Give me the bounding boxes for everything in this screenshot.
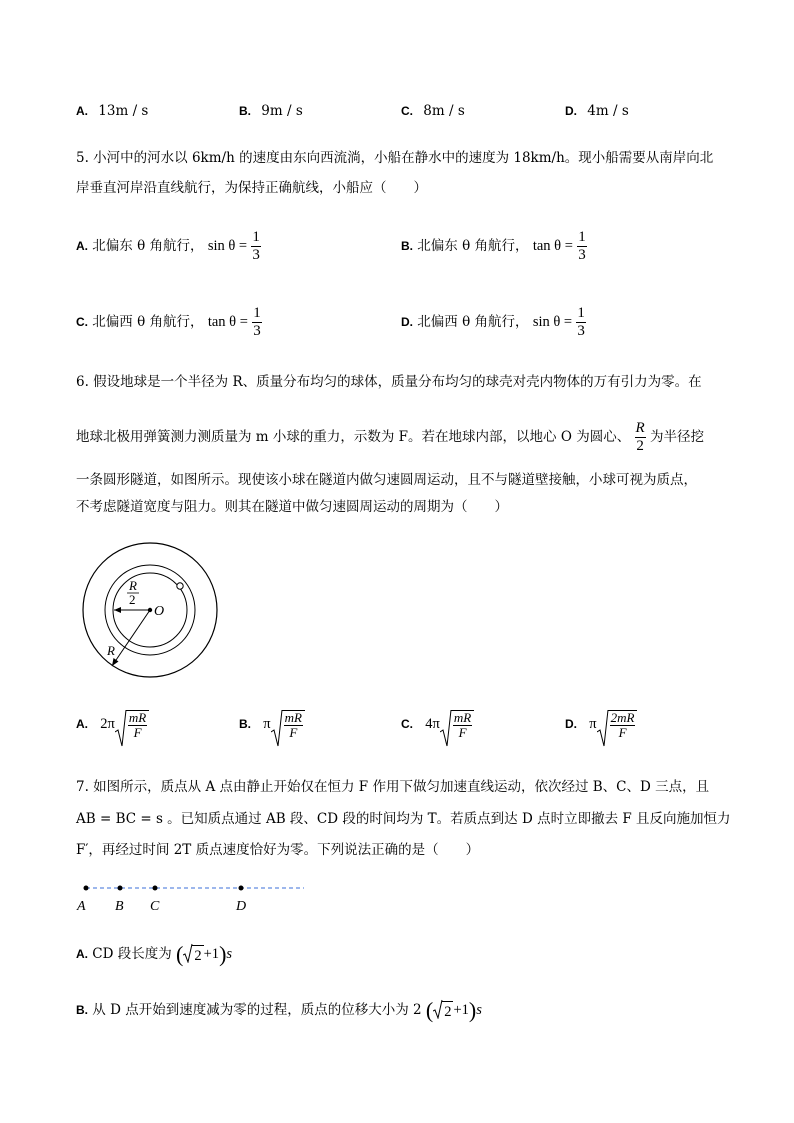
q5-option-c (76, 305, 262, 340)
q6-stem-line1: 6. 假设地球是一个半径为 R、质量分布均匀的球体，质量分布均匀的球壳对壳内物体的万有引力为零。在 (76, 374, 702, 390)
left-paren: ( (176, 941, 184, 967)
option-text: 8m / s (423, 103, 465, 119)
q4-option-c (401, 101, 465, 121)
square-root (271, 708, 305, 740)
option-text: 9m / s (261, 103, 303, 119)
numerator: 1 (252, 229, 260, 245)
label-half-radius-num: R (129, 578, 137, 593)
radical-icon (115, 708, 127, 748)
label-center-O: O (154, 604, 165, 619)
q4-option-d (565, 101, 629, 121)
option-label: D. (565, 717, 577, 731)
numerator: 1 (253, 305, 261, 321)
label-point-b: B (115, 899, 124, 914)
denominator: 3 (253, 323, 261, 339)
q4-option-a (76, 101, 148, 121)
square-root (597, 708, 638, 740)
numerator: 1 (577, 305, 585, 321)
radical-icon (440, 708, 452, 748)
q7-stem-line2: AB = BC = s 。已知质点通过 AB 段、CD 段的时间均为 T。若质点到达 D 点时立即撤去 F 且反向施加恒力 (76, 811, 731, 827)
option-label: C. (76, 315, 88, 329)
fraction (128, 711, 147, 740)
numerator: mR (284, 710, 302, 725)
option-label: B. (239, 717, 251, 731)
fraction (284, 711, 303, 740)
numerator: 1 (578, 229, 586, 245)
numerator: R (635, 420, 645, 436)
point-a-dot (84, 886, 89, 891)
q7-stem-line3: F′，再经过时间 2T 质点速度恰好为零。下列说法正确的是（ ） (76, 842, 480, 858)
option-text: CD 段长度为 (92, 946, 172, 962)
option-label: B. (401, 239, 413, 253)
denominator: F (133, 725, 142, 740)
fraction (635, 420, 646, 455)
q7-option-a (76, 943, 232, 966)
denominator: F (618, 725, 627, 740)
option-label: A. (76, 104, 88, 118)
q6-option-d (565, 708, 637, 750)
radicand: 2 (192, 945, 203, 966)
earth-tunnel-figure (74, 542, 234, 682)
radicand: 2 (442, 1001, 453, 1022)
radical-icon (183, 943, 193, 963)
label-point-c: C (150, 899, 160, 914)
square-root (183, 943, 203, 966)
q5-stem-line1: 5. 小河中的河水以 6km/h 的速度由东向西流淌，小船在静水中的速度为 18km/h。现小船需要从南岸向北 (76, 150, 714, 166)
point-b-dot (118, 886, 123, 891)
motion-line-figure (74, 876, 314, 918)
option-text: 北偏西 θ 角航行， (92, 314, 204, 330)
denominator: F (458, 725, 467, 740)
trig-expression: sin θ = (207, 238, 248, 254)
radius-arrow (112, 610, 150, 666)
expr-tail: +1 (453, 1002, 469, 1018)
option-label: A. (76, 239, 88, 253)
q5-option-a (76, 229, 261, 264)
arrowhead-icon (114, 607, 121, 613)
fraction (453, 711, 472, 740)
arrowhead-icon (112, 658, 119, 666)
q7-option-b (76, 999, 482, 1022)
right-paren: ) (468, 997, 477, 1023)
numerator: mR (453, 710, 472, 725)
point-d-dot (239, 886, 244, 891)
radical-icon (271, 708, 283, 748)
trig-expression: tan θ = (532, 238, 573, 254)
option-label: D. (565, 104, 577, 118)
fraction (252, 305, 262, 340)
q6-stem-text: 为半径挖 (649, 429, 704, 445)
denominator: 3 (577, 323, 585, 339)
label-point-a: A (77, 899, 86, 914)
q4-option-b (239, 101, 303, 121)
q6-stem-line2 (76, 420, 704, 455)
q6-stem-line3: 一条圆形隧道，如图所示。现使该小球在隧道内做匀速圆周运动，且不与隧道壁接触，小球可视为质点， (76, 472, 697, 488)
square-root (115, 708, 149, 740)
q6-stem-line4: 不考虑隧道宽度与阻力。则其在隧道中做匀速圆周运动的周期为（ ） (76, 499, 508, 515)
right-paren: ) (219, 941, 227, 967)
denominator: F (289, 725, 298, 740)
option-label: B. (76, 1003, 88, 1017)
option-label: B. (239, 104, 251, 118)
q5-option-b (401, 229, 587, 264)
numerator: 2mR (610, 710, 635, 725)
option-label: C. (401, 717, 413, 731)
option-text: 北偏东 θ 角航行， (92, 238, 204, 254)
option-label: A. (76, 717, 88, 731)
coefficient: π (589, 716, 597, 732)
q6-option-a (76, 708, 149, 750)
coefficient: 4π (425, 716, 440, 732)
option-text: 13m / s (98, 103, 149, 119)
option-label: D. (401, 315, 413, 329)
label-half-radius-den: 2 (129, 592, 136, 607)
point-c-dot (153, 886, 158, 891)
denominator: 3 (578, 247, 586, 263)
option-label: A. (76, 947, 88, 961)
denominator: 3 (252, 247, 260, 263)
coefficient: 2π (100, 716, 115, 732)
option-label: C. (401, 104, 413, 118)
ball-marker (177, 583, 183, 589)
trig-expression: tan θ = (207, 314, 248, 330)
q6-stem-text: 地球北极用弹簧测力测质量为 m 小球的重力，示数为 F。若在地球内部，以地心 O 为圆心、 (76, 429, 631, 445)
option-text: 北偏东 θ 角航行， (417, 238, 529, 254)
fraction (251, 229, 261, 264)
q7-stem-line1: 7. 如图所示，质点从 A 点由静止开始仅在恒力 F 作用下做匀加速直线运动，依次经过 B、C、D 三点，且 (76, 779, 710, 795)
radical-icon (597, 708, 609, 748)
option-text: 4m / s (587, 103, 629, 119)
denominator: 2 (636, 438, 644, 454)
trig-expression: sin θ = (532, 314, 573, 330)
label-radius-R: R (107, 643, 115, 658)
square-root (440, 708, 474, 740)
unit-s: s (476, 1002, 482, 1018)
numerator: mR (128, 710, 147, 725)
q5-option-d (401, 305, 586, 340)
unit-s: s (226, 946, 233, 962)
radical-icon (433, 999, 443, 1019)
square-root (433, 999, 453, 1022)
fraction (576, 305, 586, 340)
option-text: 北偏西 θ 角航行， (417, 314, 529, 330)
q6-option-b (239, 708, 305, 750)
expr-tail: +1 (203, 946, 220, 962)
q6-option-c (401, 708, 474, 750)
fraction (577, 229, 587, 264)
fraction (610, 711, 636, 740)
coefficient: π (263, 716, 271, 732)
left-paren: ( (425, 997, 434, 1023)
option-text: 从 D 点开始到速度减为零的过程，质点的位移大小为 2 (92, 1002, 422, 1018)
q5-stem-line2: 岸垂直河岸沿直线航行，为保持正确航线，小船应（ ） (76, 180, 427, 196)
label-point-d: D (236, 899, 247, 914)
